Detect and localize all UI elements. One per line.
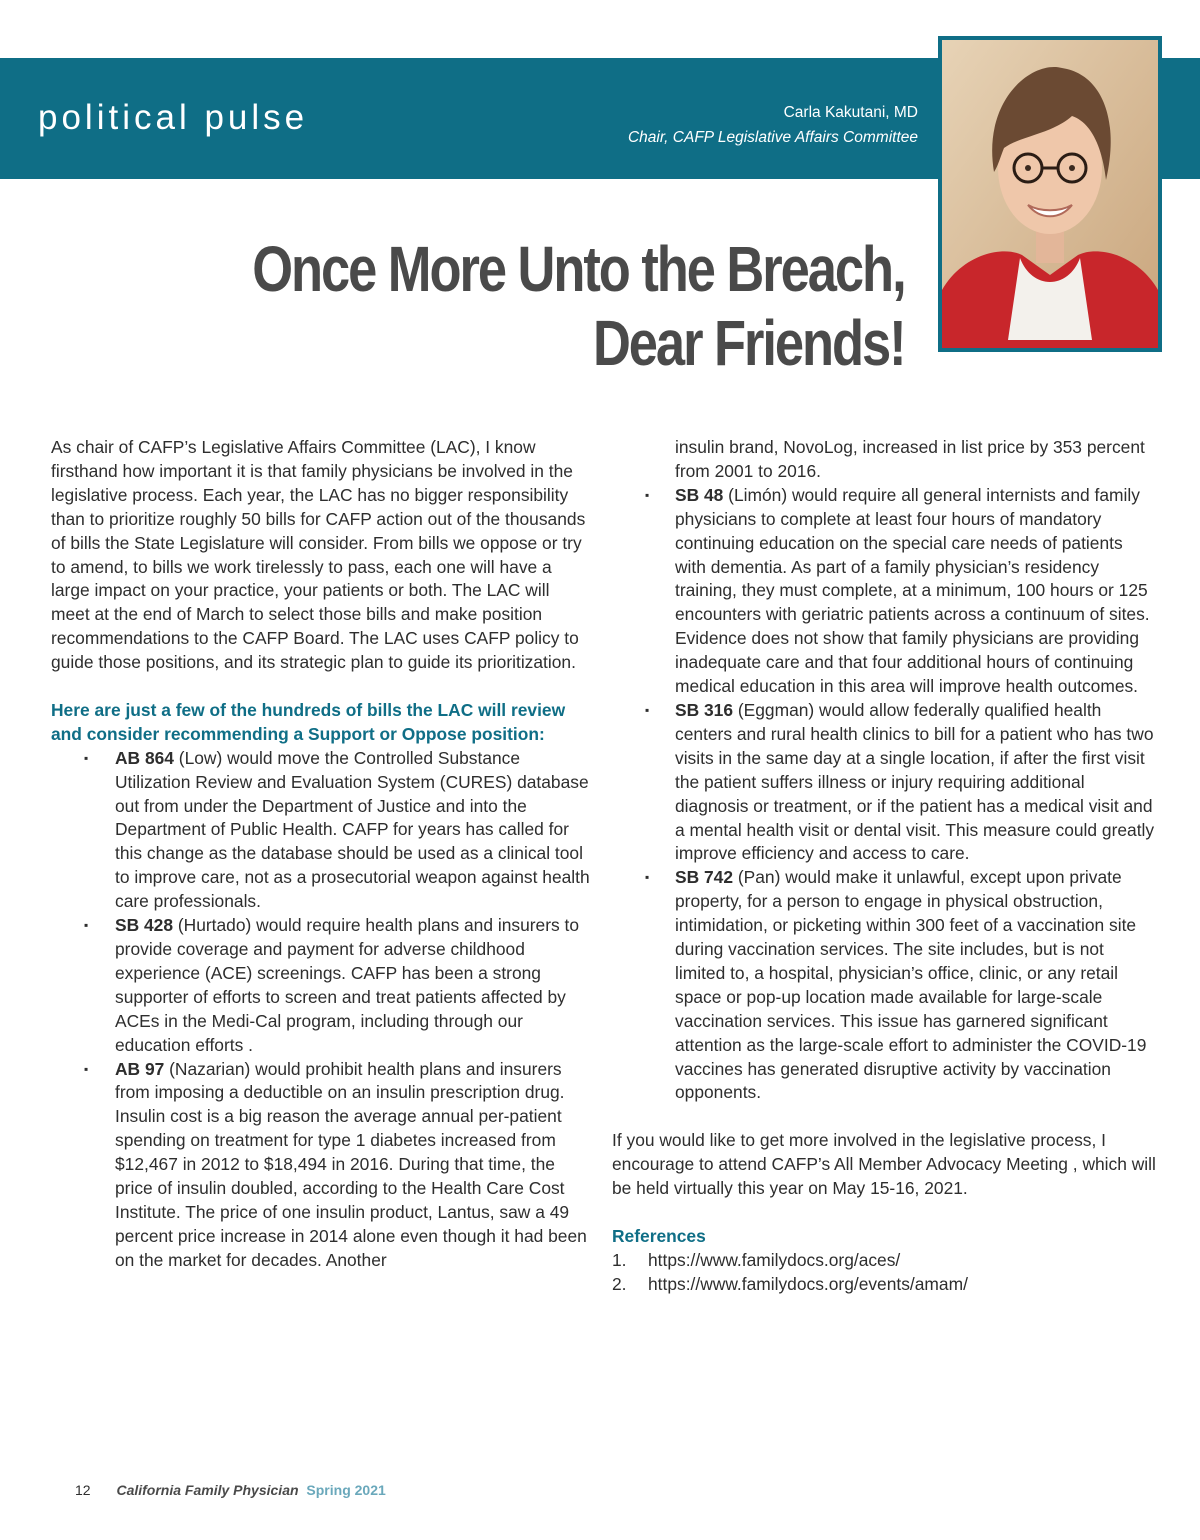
author-role: Chair, CAFP Legislative Affairs Committee [627, 129, 918, 146]
bill-id: AB 97 [115, 1058, 165, 1079]
bill-item-sb428 [51, 914, 591, 1057]
bill-description: (Eggman) would allow federally qualified health centers and rural health clinics to bill for a patient who has two visits in the same day at a single location, if after the first visit the patient suffers illness or injury requiring additional diagnosis or treatment, or if the patient has a medical visit and a mental health visit or dental visit. This measure could greatly improve efficiency and access to care. [675, 699, 1155, 864]
bill-item-sb316 [612, 699, 1157, 866]
author-name: Carla Kakutani, MD [783, 104, 918, 121]
references-heading: References [612, 1225, 706, 1246]
issue-label: Spring 2021 [306, 1482, 386, 1498]
article-column-right [612, 436, 1157, 1297]
bill-description: (Nazarian) would prohibit health plans and insurers from imposing a deductible on an insulin prescription drug. Insulin cost is a big reason the average annual per-patient spending on treatment for type 1 diabetes increased from $12,467 in 2012 to $18,494 in 2016. During that time, the price of insulin doubled, according to the Health Care Cost Institute. The price of one insulin product, Lantus, saw a 49 percent price increase in 2014 alone even though it had been on the market for decades. Another [115, 1058, 587, 1270]
bullet-icon: ▪ [84, 750, 89, 765]
bills-callout: Here are just a few of the hundreds of bills the LAC will review and consider recommending a Support or Oppose position: [51, 699, 566, 744]
bill-list [51, 747, 591, 1273]
reference-link[interactable]: https://www.familydocs.org/aces/ [648, 1249, 901, 1270]
headline-line-2: Dear Friends! [593, 307, 905, 379]
article-column-left [51, 436, 591, 1273]
magazine-title: California Family Physician [116, 1482, 299, 1498]
bullet-icon: ▪ [84, 1061, 89, 1076]
bullet-icon: ▪ [645, 702, 650, 717]
reference-number: 2. [612, 1273, 627, 1294]
article-headline [253, 232, 905, 380]
bill-item-sb742 [612, 866, 1157, 1105]
bill-item-ab97 [51, 1058, 591, 1273]
bullet-icon: ▪ [645, 870, 650, 885]
reference-item [612, 1249, 1157, 1273]
bill-id: SB 742 [675, 867, 734, 888]
page-number: 12 [75, 1482, 91, 1498]
bill-id: SB 316 [675, 699, 734, 720]
reference-link[interactable]: https://www.familydocs.org/events/amam/ [648, 1273, 968, 1294]
invite-paragraph: If you would like to get more involved in the legislative process, I encourage to attend CAFP’s All Member Advocacy Meeting , which will be held virtually this year on May 15-16, 2021. [612, 1130, 1156, 1199]
bill-description: (Limón) would require all general internists and family physicians to complete at least four hours of mandatory continuing education on the special care needs of patients with dementia. As part of a family physician’s residency training, they must complete, at a minimum, 100 hours or 125 encounters with geriatric patients across a continuum of sites. Evidence does not show that family physicians are providing inadequate care and that four additional hours of continuing medical education in this area will improve health outcomes. [675, 484, 1150, 697]
bill-description: (Low) would move the Controlled Substance Utilization Review and Evaluation System (CURES) database out from under the Department of Justice and into the Department of Public Health. CAFP for years has called for this change as the database should be used as a clinical tool to improve care, not as a prosecutorial weapon against health care professionals. [115, 747, 590, 912]
reference-item [612, 1273, 1157, 1297]
references-list [612, 1249, 1157, 1297]
bill-list-continued [612, 484, 1157, 1106]
bill-id: AB 864 [115, 747, 174, 768]
author-byline [628, 100, 918, 150]
bullet-icon: ▪ [645, 487, 650, 502]
author-portrait [938, 36, 1162, 352]
page-footer [75, 1482, 386, 1498]
bill-item-ab864 [51, 747, 591, 914]
ab97-continuation: insulin brand, NovoLog, increased in list price by 353 percent from 2001 to 2016. [675, 437, 1145, 481]
bill-description: (Hurtado) would require health plans and insurers to provide coverage and payment for adverse childhood experience (ACE) screenings. CAFP has been a strong supporter of efforts to screen and treat patients affected by ACEs in the Medi-Cal program, including through our education efforts . [115, 915, 580, 1055]
headline-line-1: Once More Unto the Breach, [252, 233, 905, 305]
section-label: political pulse [38, 98, 309, 137]
bill-id: SB 428 [115, 915, 174, 936]
bill-description: (Pan) would make it unlawful, except upon private property, for a person to engage in physical obstruction, intimidation, or picketing within 300 feet of a vaccination site during vaccination services. The site includes, but is not limited to, a hospital, physician’s office, clinic, or any retail space or pop-up location made available for large-scale vaccination services. This issue has garnered significant attention as the large-scale effort to administer the COVID-19 vaccines has generated disruptive activity by vaccination opponents. [675, 867, 1147, 1103]
bill-item-sb48 [612, 484, 1157, 699]
intro-paragraph: As chair of CAFP’s Legislative Affairs Committee (LAC), I know firsthand how important it is that family physicians be involved in the legislative process. Each year, the LAC has no bigger responsibility than to prioritize roughly 50 bills for CAFP action out of the thousands of bills the State Legislature will consider. From bills we oppose or try to amend, to bills we work tirelessly to pass, each one will have a large impact on your practice, your patients or both. The LAC will meet at the end of March to select those bills and make position recommendations to the CAFP Board. The LAC uses CAFP policy to guide those positions, and its strategic plan to guide its prioritization. [51, 437, 586, 673]
bill-id: SB 48 [675, 484, 724, 505]
bullet-icon: ▪ [84, 918, 89, 933]
reference-number: 1. [612, 1249, 627, 1270]
